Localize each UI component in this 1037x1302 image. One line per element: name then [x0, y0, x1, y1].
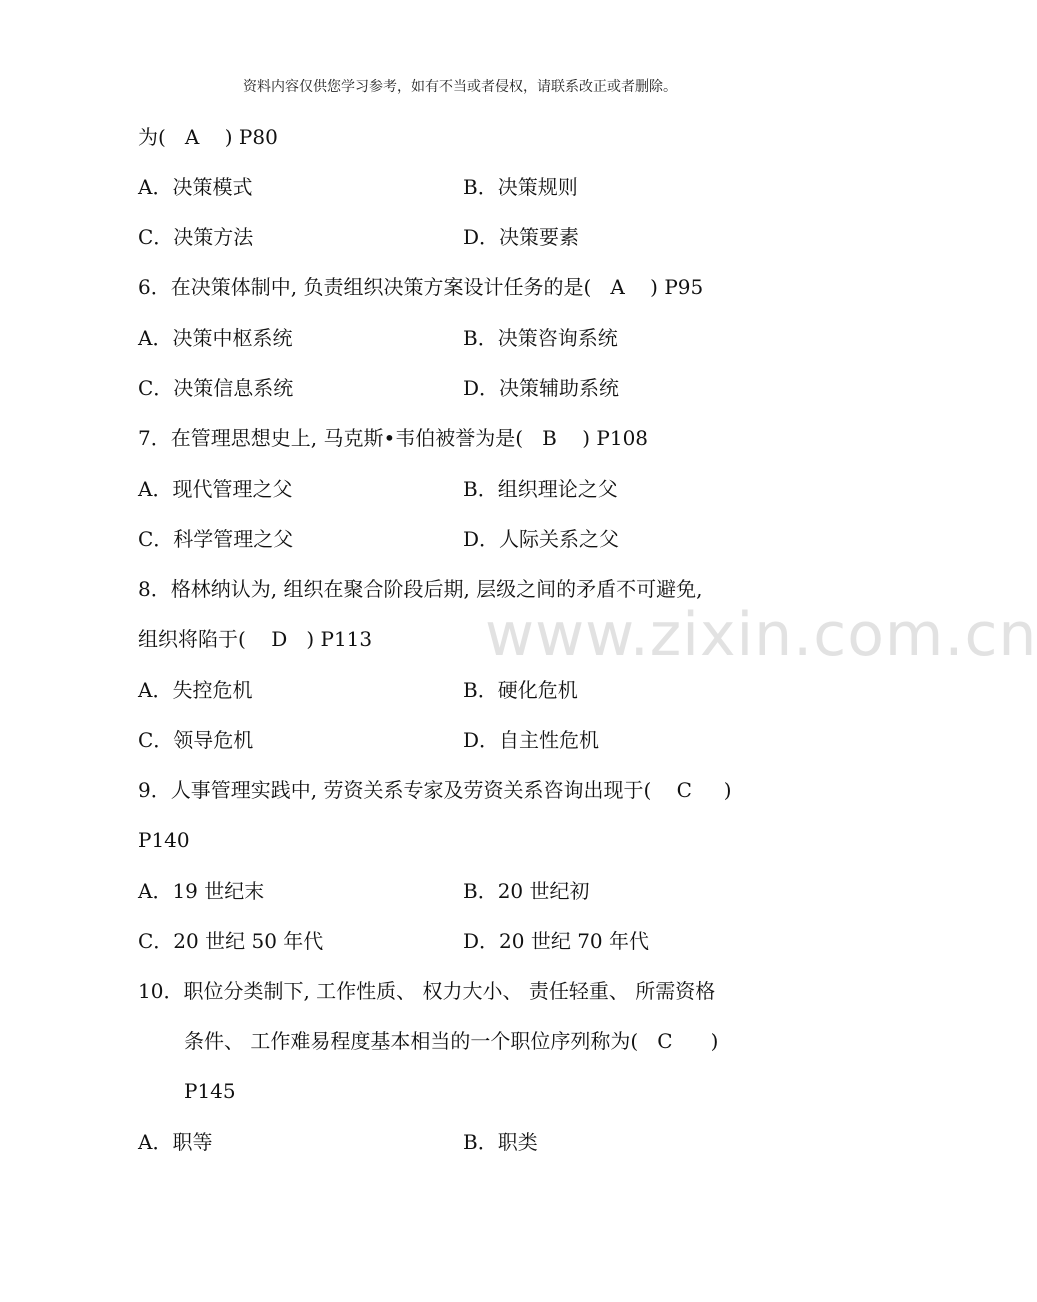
question-7-stem: 7．在管理思想史上, 马克斯•韦伯被誉为是( B ) P108: [138, 426, 649, 450]
q10-option-b: B．职类: [463, 1130, 538, 1154]
question-10-stem-line2: 条件、 工作难易程度基本相当的一个职位序列称为( C ): [184, 1029, 719, 1053]
q7-option-c: C．科学管理之父: [138, 527, 294, 551]
q7-option-a: A．现代管理之父: [138, 477, 293, 501]
q9-option-c: C．20 世纪 50 年代: [138, 929, 324, 953]
q5-option-d: D．决策要素: [463, 225, 580, 249]
page-header-notice: 资料内容仅供您学习参考，如有不当或者侵权，请联系改正或者删除。: [243, 79, 677, 95]
question-8-stem-line1: 8．格林纳认为, 组织在聚合阶段后期, 层级之间的矛盾不可避免,: [138, 577, 703, 601]
q6-option-b: B．决策咨询系统: [463, 326, 618, 350]
q10-option-a: A．职等: [138, 1130, 213, 1154]
q5-option-a: A．决策模式: [138, 175, 253, 199]
q8-option-b: B．硬化危机: [463, 678, 578, 702]
question-6-stem: 6．在决策体制中, 负责组织决策方案设计任务的是( A ) P95: [138, 275, 704, 299]
watermark: www.zixin.com.cn: [485, 600, 1037, 670]
q7-option-d: D．人际关系之父: [463, 527, 620, 551]
q8-option-a: A．失控危机: [138, 678, 253, 702]
question-5-continuation: 为( A ) P80: [138, 125, 278, 149]
q8-option-c: C．领导危机: [138, 728, 254, 752]
question-8-stem-line2: 组织将陷于( D ) P113: [138, 627, 373, 651]
q6-option-c: C．决策信息系统: [138, 376, 294, 400]
question-9-stem-line1: 9．人事管理实践中, 劳资关系专家及劳资关系咨询出现于( C ): [138, 778, 732, 802]
q8-option-d: D．自主性危机: [463, 728, 600, 752]
q5-option-c: C．决策方法: [138, 225, 254, 249]
q6-option-d: D．决策辅助系统: [463, 376, 620, 400]
q6-option-a: A．决策中枢系统: [138, 326, 293, 350]
q5-option-b: B．决策规则: [463, 175, 578, 199]
q9-option-d: D．20 世纪 70 年代: [463, 929, 650, 953]
question-10-stem-line3: P145: [184, 1079, 236, 1103]
question-9-stem-line2: P140: [138, 828, 190, 852]
q9-option-b: B．20 世纪初: [463, 879, 590, 903]
q7-option-b: B．组织理论之父: [463, 477, 618, 501]
q9-option-a: A．19 世纪末: [138, 879, 265, 903]
question-10-stem-line1: 10．职位分类制下, 工作性质、 权力大小、 责任轻重、 所需资格: [138, 979, 716, 1003]
